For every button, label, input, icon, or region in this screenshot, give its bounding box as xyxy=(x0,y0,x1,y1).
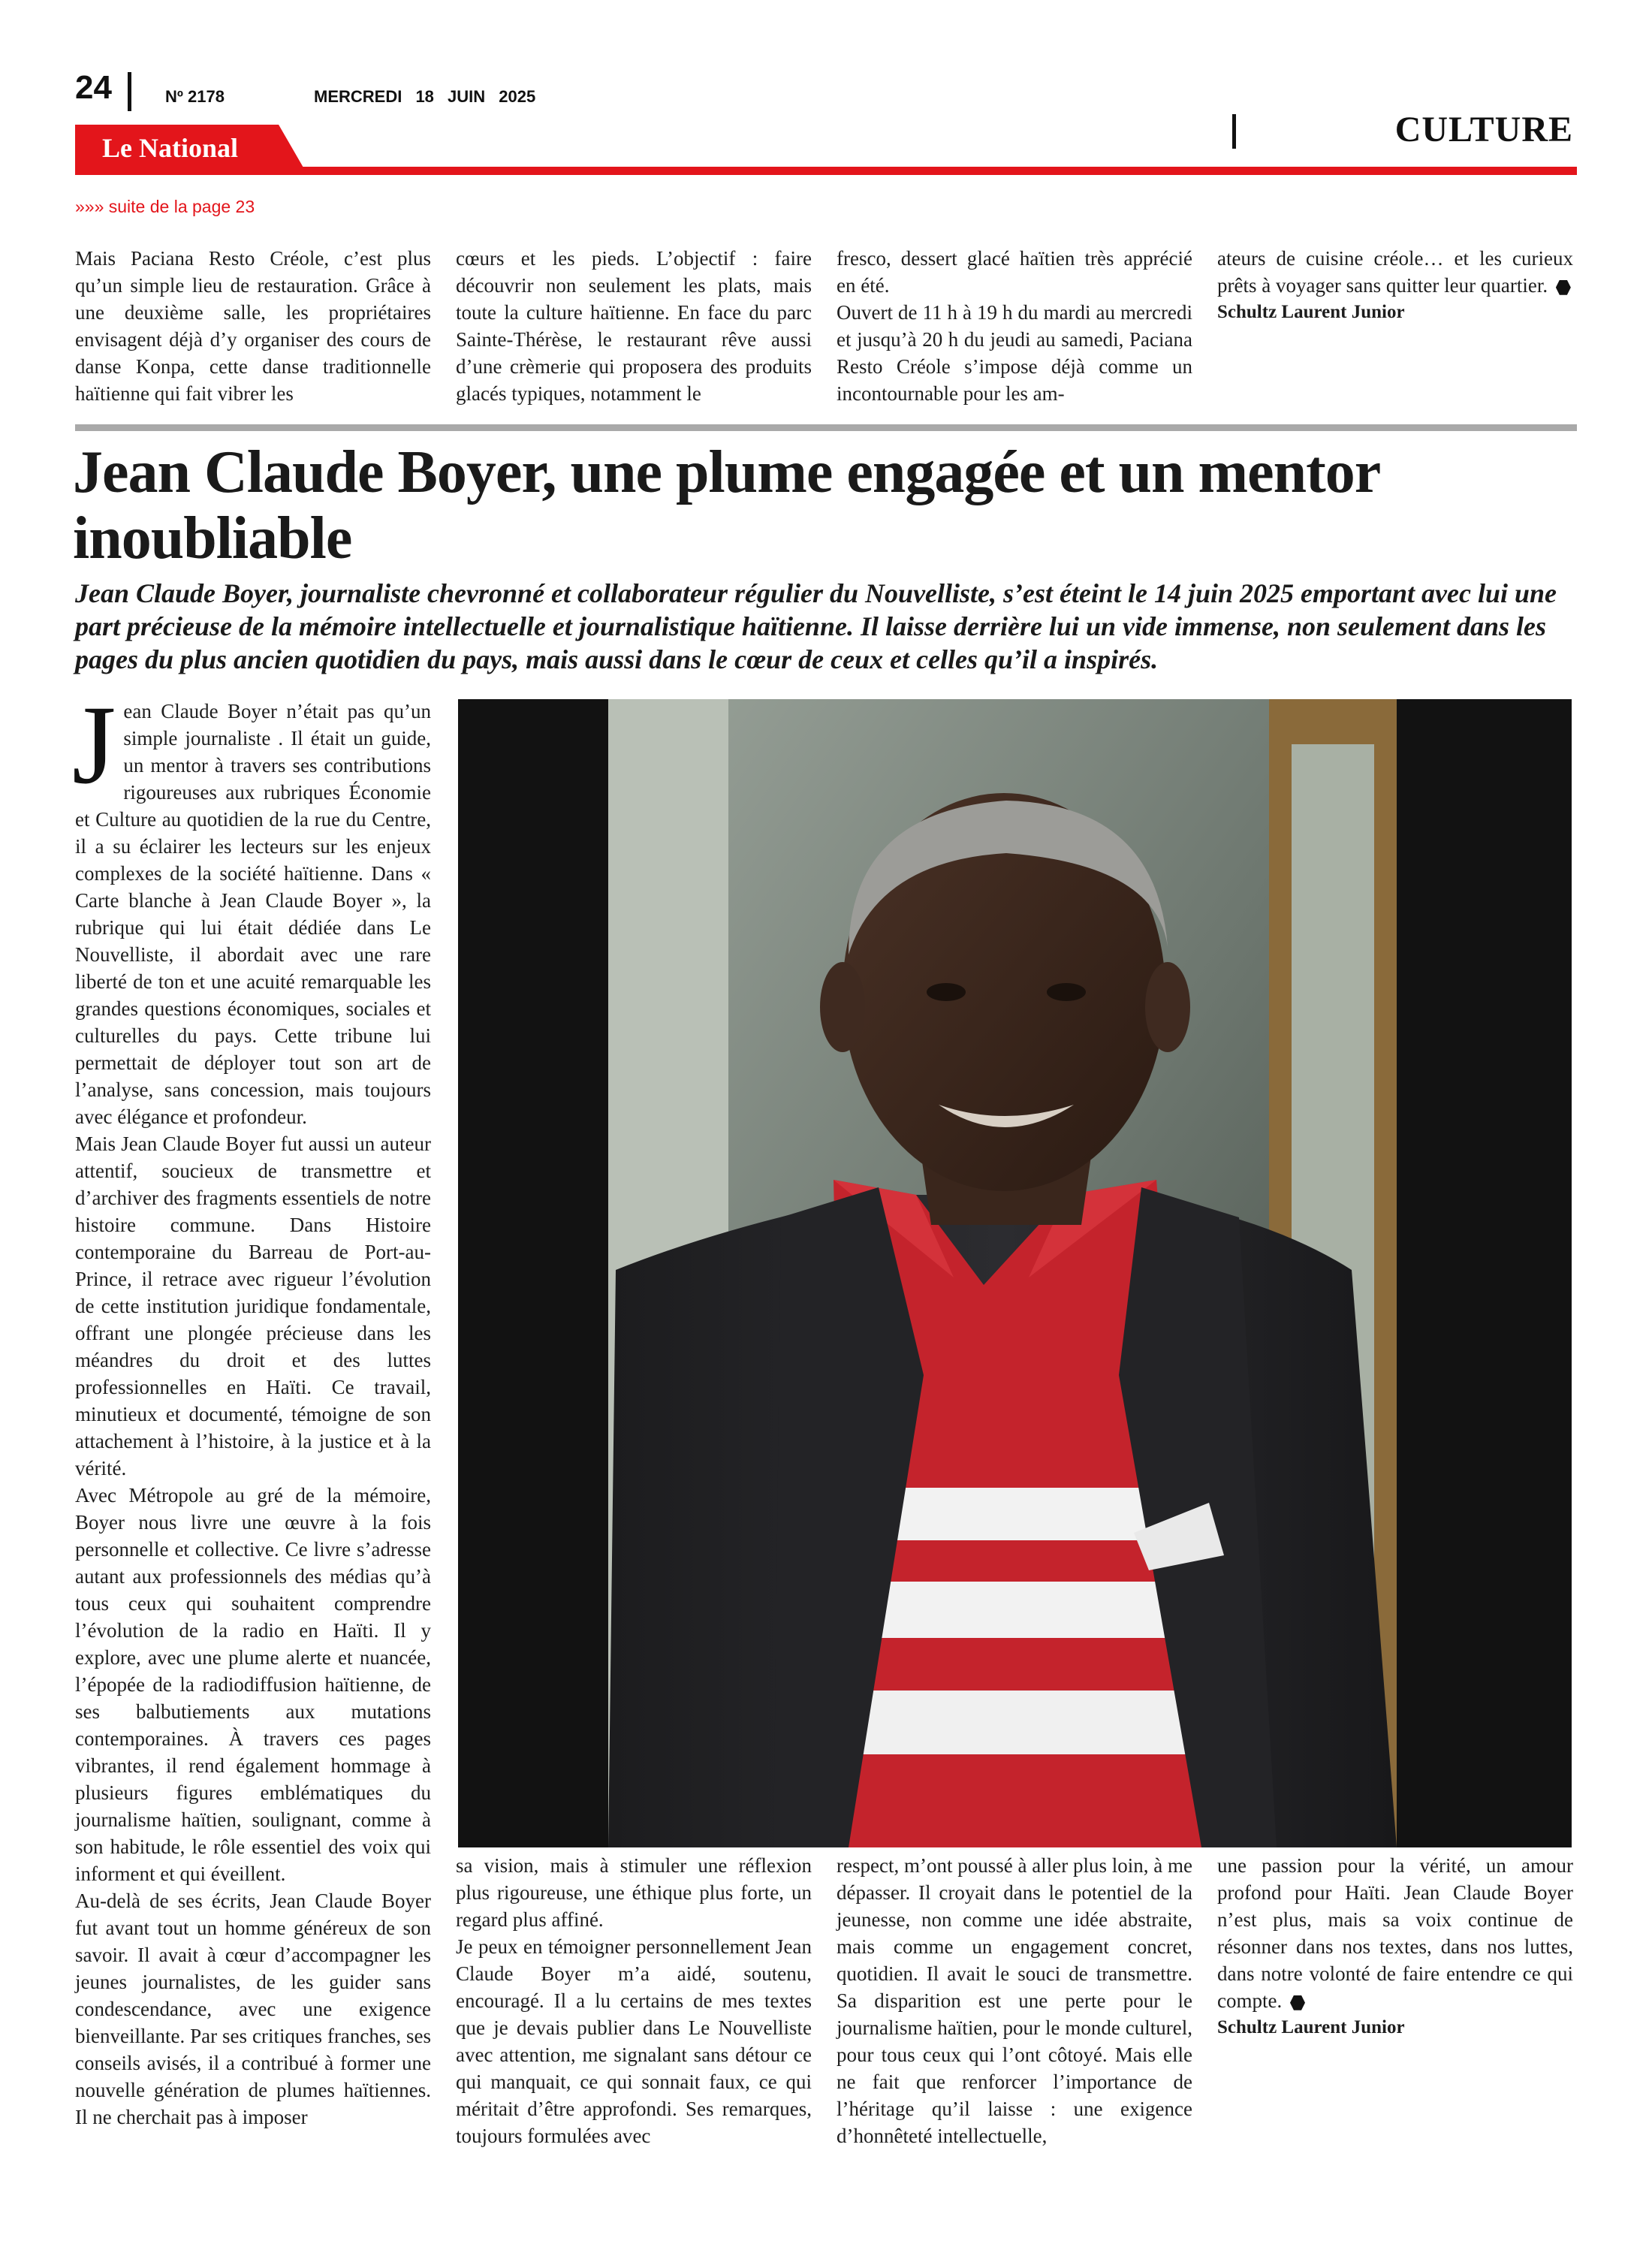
article-col-3 xyxy=(837,1852,1192,2149)
end-mark-icon xyxy=(1290,1995,1305,2010)
article-paragraph: Au-delà de ses écrits, Jean Claude Boyer fut avant tout un homme généreux de son savoir. Il avait à cœur d’accompagner les jeunes journalistes, de les guider sans condescendance, avec une exigence bienveillante. Par ses critiques franches, ses conseils avisés, il a contribué à former une nouvelle génération de plumes haïtiennes. Il ne cherchait pas à imposer xyxy=(75,1890,431,2128)
prev-article-text: Mais Paciana Resto Créole, c’est plus qu’un simple lieu de restauration. Grâce à une deuxième salle, les propriétaires envisagent déjà d’y organiser des cours de danse Konpa, cette danse traditionnelle haïtienne qui fait vibrer les xyxy=(75,247,431,405)
article-separator xyxy=(75,424,1577,431)
end-mark-icon xyxy=(1556,280,1571,295)
issue-number: Nº 2178 xyxy=(165,87,225,106)
prev-article-text: cœurs et les pieds. L’objectif : faire découvrir non seulement les plats, mais toute la culture haïtienne. En face du parc Sainte-Thérèse, le restaurant rêve aussi d’une crèmerie qui proposera des produits glacés typiques, notamment le xyxy=(456,247,812,405)
article-col-2 xyxy=(456,1852,812,2149)
header-divider xyxy=(128,72,131,111)
prev-article-text: fresco, dessert glacé haïtien très apprécié en été. xyxy=(837,247,1192,297)
article-paragraph: ean Claude Boyer n’était pas qu’un simple journaliste . Il était un guide, un mentor à travers ses contributions rigoureuses aux rubriques Économie et Culture au quotidien de la rue du Centre, il a su éclairer les lecteurs sur les enjeux complexes de la société haïtienne. Dans « Carte blanche à Jean Claude Boyer », la rubrique qui lui était dédiée dans Le Nouvelliste, il abordait avec une rare liberté de ton et une acuité remarquable les grandes questions économiques, sociales et culturelles du pays. Cette tribune lui permettait de déployer tout son art de l’analyse, sans concession, mais toujours avec élégance et profondeur. xyxy=(75,700,431,1128)
issue-date: MERCREDI 18 JUIN 2025 xyxy=(314,87,536,106)
prev-article-col-3 xyxy=(837,245,1192,407)
section-title: CULTURE xyxy=(1394,110,1573,149)
article-paragraph: sa vision, mais à stimuler une réflexion plus rigoureuse, une éthique plus forte, un regard plus affiné. xyxy=(456,1854,812,1931)
article-paragraph: Mais Jean Claude Boyer fut aussi un auteur attentif, soucieux de transmettre et d’archiver des fragments essentiels de notre histoire commune. Dans Histoire contemporaine du Barreau de Port-au-Prince, il retrace avec rigueur l’évolution de cette institution juridique fondamentale, offrant une plongée précieuse dans les méandres du droit et des luttes professionnelles en Haïti. Ce travail, minutieux et documenté, témoigne de son attachement à l’histoire, à la justice et à la vérité. xyxy=(75,1133,431,1479)
prev-article-text: ateurs de cuisine créole… et les curieux prêts à voyager sans quitter leur quartier. xyxy=(1217,247,1573,297)
article-lead: Jean Claude Boyer, journaliste chevronné et collaborateur régulier du Nouvelliste, s’est éteint le 14 juin 2025 emportant avec lui une part précieuse de la mémoire intellectuelle et journalistique haïtienne. Il laisse derrière lui un vide immense, non seulement dans les pages du plus ancien quotidien du pays, mais aussi dans le cœur de ceux et celles qu’il a inspirés. xyxy=(75,578,1557,674)
article-paragraph: une passion pour la vérité, un amour profond pour Haïti. Jean Claude Boyer n’est plus, mais sa voix continue de résonner dans nos textes, dans nos luttes, dans notre volonté de faire entendre ce qui compte. xyxy=(1217,1854,1573,2012)
prev-article-col-2 xyxy=(456,245,812,407)
article-headline: Jean Claude Boyer, une plume engagée et un mentor inoubliable xyxy=(73,439,1379,572)
article-paragraph: Avec Métropole au gré de la mémoire, Boyer nous livre une œuvre à la fois personnelle et collective. Ce livre s’adresse autant aux professionnels des médias qu’à tous ceux qui souhaitent comprendre l’évolution de la radio en Haïti. Il y explore, avec une plume alerte et nuancée, l’épopée de la radiodiffusion haïtienne, de ses balbutiements aux mutations contemporaines. À travers ces pages vibrantes, il rend également hommage à plusieurs figures emblématiques du journalisme haïtien, soulignant, comme à son habitude, le rôle essentiel des voix qui informent et qui éveillent. xyxy=(75,1484,431,1885)
article-paragraph: respect, m’ont poussé à aller plus loin, à me dépasser. Il croyait dans le potentiel de la jeunesse, non comme une idée abstraite, mais comme un engagement concret, quotidien. Il avait le souci de transmettre. Sa disparition est une perte pour le journalisme haïtien, pour le monde culturel, pour tous ceux qui l’ont côtoyé. Mais elle ne fait que renforcer l’importance de l’héritage qu’il laisse : une exigence d’honnêteté intellectuelle, xyxy=(837,1854,1192,2147)
portrait-photo xyxy=(458,699,1572,1847)
prev-article-col-4 xyxy=(1217,245,1573,326)
page-number: 24 xyxy=(75,69,112,106)
continued-from: »»» suite de la page 23 xyxy=(75,197,255,216)
article-col-4 xyxy=(1217,1852,1573,2041)
prev-article-signature: Schultz Laurent Junior xyxy=(1217,302,1405,322)
drop-cap: J xyxy=(72,683,116,807)
section-divider xyxy=(1232,114,1236,149)
article-paragraph: Je peux en témoigner personnellement Jean Claude Boyer m’a aidé, soutenu, encouragé. Il a lu certains de mes textes que je devais publier dans Le Nouvelliste avec attention, me signalant sans détour ce qui manquait, ce qui sonnait faux, ce qui méritait d’être approfondi. Ses remarques, toujours formulées avec xyxy=(456,1935,812,2147)
article-signature: Schultz Laurent Junior xyxy=(1217,2017,1405,2037)
article-col-1 xyxy=(72,683,431,2131)
prev-article-text: Ouvert de 11 h à 19 h du mardi au mercredi et jusqu’à 20 h du jeudi au samedi, Paciana Resto Créole s’impose déjà comme un incontournable pour les am- xyxy=(837,301,1192,405)
brand-logo: Le National xyxy=(102,133,239,163)
prev-article-col-1 xyxy=(75,245,431,407)
